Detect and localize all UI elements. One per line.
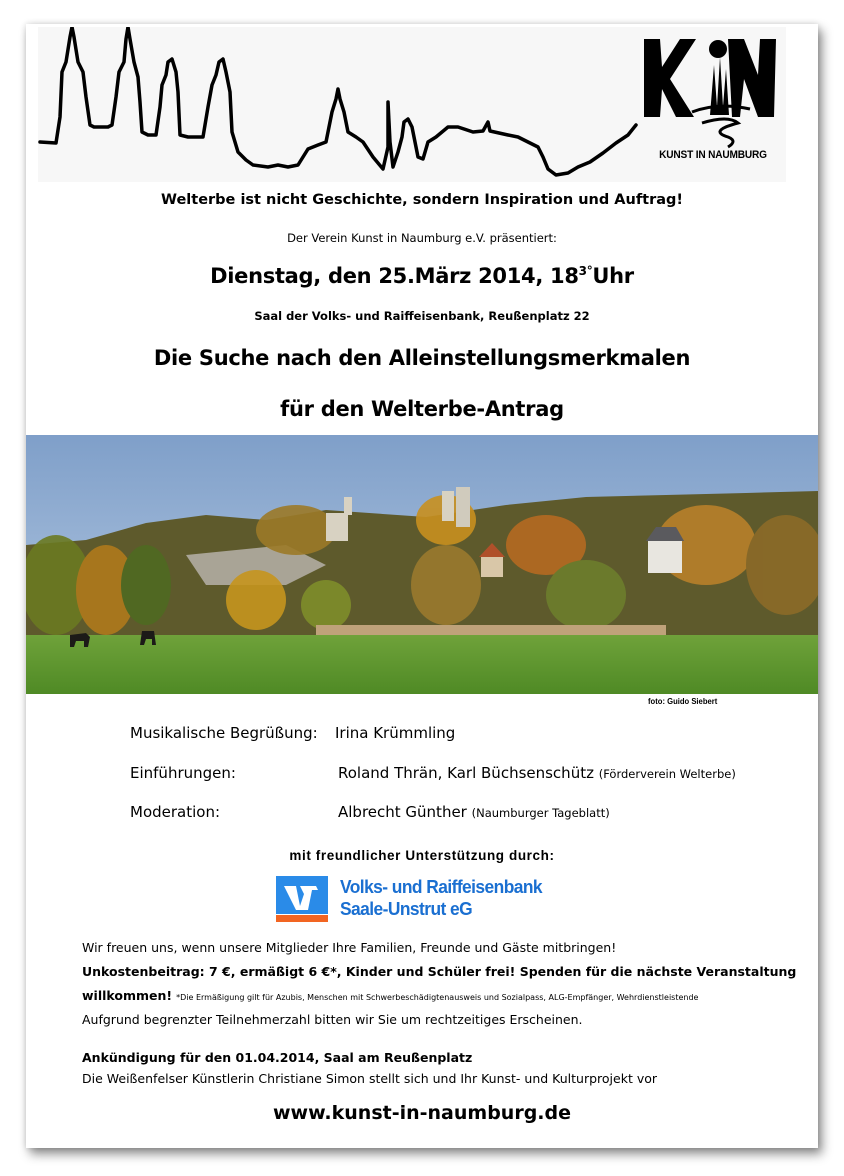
bank-name-line1: Volks- und Raiffeisenbank (340, 876, 543, 897)
announcement-title: Ankündigung für den 01.04.2014, Saal am Reußenplatz (82, 1050, 473, 1065)
program-person: Roland Thrän, Karl Büchsenschütz (338, 764, 594, 782)
program-label: Moderation: (130, 803, 221, 821)
header-banner (38, 27, 786, 182)
program-value (338, 803, 610, 821)
fee-text-line2 (82, 988, 698, 1003)
program-note: (Förderverein Welterbe) (598, 767, 736, 781)
landscape-photo (26, 435, 818, 694)
event-time-superscript: 3° (578, 264, 593, 278)
logo-caption: KUNST IN NAUMBURG (659, 149, 767, 161)
program-note: (Naumburger Tageblatt) (471, 806, 610, 820)
slogan: Welterbe ist nicht Geschichte, sondern Inspiration und Auftrag! (160, 192, 684, 208)
arrival-notice: Aufgrund begrenzter Teilnehmerzahl bitten wir Sie um rechtzeitiges Erscheinen. (82, 1012, 583, 1027)
event-title-line2: für den Welterbe-Antrag (280, 397, 564, 421)
program-label: Musikalische Begrüßung: (130, 724, 318, 742)
event-venue: Saal der Volks- und Raiffeisenbank, Reußenplatz 22 (254, 309, 590, 323)
fee-text-line1: Unkostenbeitrag: 7 €, ermäßigt 6 €*, Kinder und Schüler frei! Spenden für die nächste Veranstaltung (82, 964, 797, 979)
presenter-line: Der Verein Kunst in Naumburg e.V. präsentiert: (287, 231, 557, 245)
announcement-text: Die Weißenfelser Künstlerin Christiane Simon stellt sich und Ihr Kunst- und Kulturprojekt vor (82, 1071, 658, 1086)
event-date (26, 264, 818, 288)
program-person: Albrecht Günther (338, 803, 467, 821)
fee-welcome: willkommen! (82, 988, 173, 1003)
event-time-suffix: Uhr (592, 264, 634, 288)
website-link[interactable]: www.kunst-in-naumburg.de (272, 1102, 572, 1124)
flyer-page (26, 24, 818, 1148)
sponsor-intro: mit freundlicher Unterstützung durch: (289, 848, 555, 863)
program-value (338, 764, 736, 782)
event-title-line1: Die Suche nach den Alleinstellungsmerkmalen (153, 346, 691, 370)
program-value (335, 724, 455, 742)
kin-logo-icon (644, 39, 776, 147)
program-label: Einführungen: (130, 764, 236, 782)
photo-credit: foto: Guido Siebert (648, 696, 718, 706)
fee-footnote: *Die Ermäßigung gilt für Azubis, Menschen mit Schwerbeschädigtenausweis und Sozialpass, ALG-Empfänger, Wehrdienstleistende (176, 993, 699, 1002)
event-date-text: Dienstag, den 25.März 2014, 18 (210, 264, 579, 288)
welcome-text: Wir freuen uns, wenn unsere Mitglieder Ihre Familien, Freunde und Gäste mitbringen! (82, 940, 617, 955)
bank-logo-icon (276, 876, 328, 922)
bank-name (340, 876, 542, 920)
program-person: Irina Krümmling (335, 724, 456, 742)
bank-name-line2: Saale-Unstrut eG (340, 898, 473, 919)
